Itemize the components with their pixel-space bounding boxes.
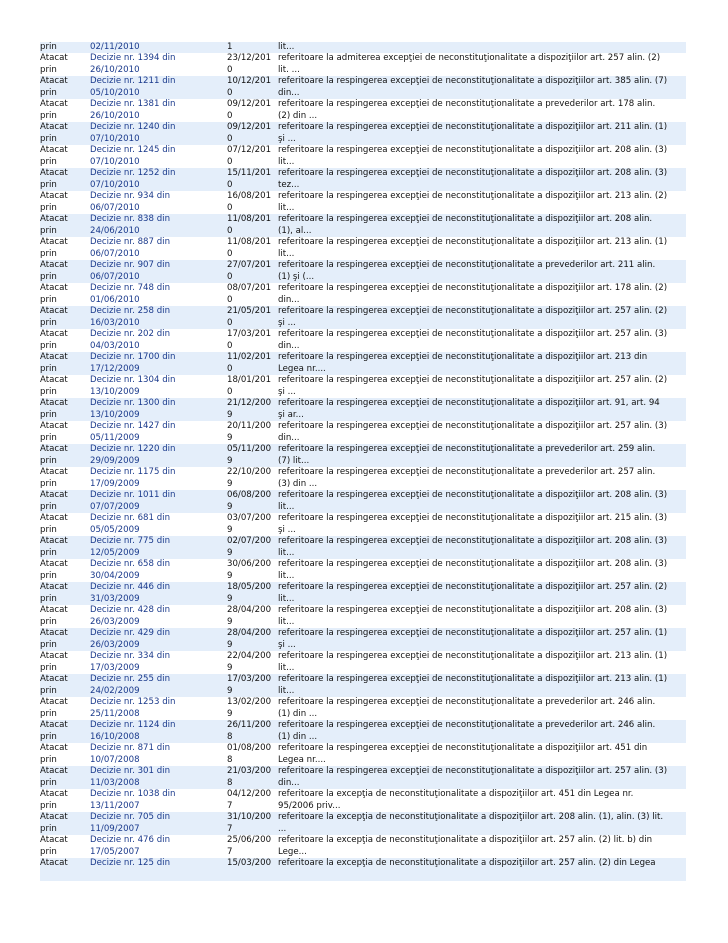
description-cell: referitoare la excepţia de neconstituţionalitate a dispoziţiilor art. 208 alin. (1), alin. (3) lit. ... (278, 812, 664, 834)
status-cell: Atacat prin (40, 789, 68, 811)
decision-link[interactable]: Decizie nr. 1700 din 17/12/2009 (90, 352, 176, 374)
description-cell: referitoare la respingerea excepţiei de neconstituţionalitate a prevederilor art. 178 alin. (2) din ... (278, 99, 656, 121)
description-cell: referitoare la respingerea excepţiei de neconstituţionalitate a dispoziţiilor art. 385 alin. (7) din... (278, 76, 668, 98)
status-cell: Atacat prin (40, 145, 68, 167)
status-cell: Atacat prin (40, 812, 68, 834)
decision-link[interactable]: Decizie nr. 1011 din 07/07/2009 (90, 490, 176, 512)
publication-date-cell: 10/12/201 0 (227, 76, 272, 98)
table-row (40, 536, 686, 559)
table-row (40, 812, 686, 835)
description-cell: referitoare la respingerea excepţiei de neconstituţionalitate a dispoziţiilor art. 213 alin. (1) lit... (278, 674, 668, 696)
status-cell: Atacat prin (40, 444, 68, 466)
decision-link[interactable]: Decizie nr. 446 din 31/03/2009 (90, 582, 171, 604)
status-cell: Atacat prin (40, 191, 68, 213)
status-cell: Atacat prin (40, 720, 68, 742)
table-row (40, 835, 686, 858)
description-cell: referitoare la excepţia de neconstituţionalitate a dispoziţiilor art. 257 alin. (2) din Legea (278, 858, 656, 868)
description-cell: referitoare la respingerea excepţiei de neconstituţionalitate a dispoziţiilor art. 451 din Legea nr.... (278, 743, 648, 765)
description-cell: referitoare la admiterea excepţiei de neconstituţionalitate a dispoziţiilor art. 257 alin. (2) lit. ... (278, 53, 661, 75)
publication-date-cell: 09/12/201 0 (227, 122, 272, 144)
description-cell: referitoare la respingerea excepţiei de neconstituţionalitate a prevederilor art. 257 alin. (3) din ... (278, 467, 656, 489)
table-row (40, 352, 686, 375)
table-row (40, 53, 686, 76)
table-row (40, 490, 686, 513)
decision-link[interactable]: Decizie nr. 1175 din 17/09/2009 (90, 467, 176, 489)
table-row (40, 283, 686, 306)
status-cell: Atacat prin (40, 375, 68, 397)
table-row (40, 214, 686, 237)
status-cell: Atacat (40, 858, 68, 868)
table-row (40, 697, 686, 720)
description-cell: referitoare la respingerea excepţiei de neconstituţionalitate a dispoziţiilor art. 213 din Legea nr.... (278, 352, 648, 374)
table-row (40, 582, 686, 605)
status-cell: Atacat prin (40, 536, 68, 558)
status-cell: Atacat prin (40, 237, 68, 259)
description-cell: referitoare la respingerea excepţiei de neconstituţionalitate a dispoziţiilor art. 211 alin. (1) şi ... (278, 122, 668, 144)
publication-date-cell: 22/04/200 9 (227, 651, 272, 673)
description-cell: referitoare la respingerea excepţiei de neconstituţionalitate a dispoziţiilor art. 91, art. 94 şi ar... (278, 398, 660, 420)
decision-link[interactable]: Decizie nr. 1038 din 13/11/2007 (90, 789, 176, 811)
description-cell: referitoare la excepţia de neconstituţionalitate a dispoziţiilor art. 451 din Legea nr. 95/2006 priv... (278, 789, 634, 811)
decision-link[interactable]: Decizie nr. 1211 din 05/10/2010 (90, 76, 176, 98)
description-cell: referitoare la excepţia de neconstituţionalitate a dispoziţiilor art. 257 alin. (2) lit. b) din Lege... (278, 835, 653, 857)
description-cell: referitoare la respingerea excepţiei de neconstituţionalitate a dispoziţiilor art. 208 alin. (3) lit... (278, 490, 668, 512)
description-cell: referitoare la respingerea excepţiei de neconstituţionalitate a prevederilor art. 246 alin. (1) din ... (278, 697, 656, 719)
publication-date-cell: 20/11/200 9 (227, 421, 272, 443)
status-cell: Atacat prin (40, 99, 68, 121)
status-cell: Atacat prin (40, 76, 68, 98)
table-row (40, 76, 686, 99)
status-cell: Atacat prin (40, 53, 68, 75)
publication-date-cell: 17/03/200 9 (227, 674, 272, 696)
publication-date-cell: 04/12/200 7 (227, 789, 272, 811)
decision-link[interactable]: Decizie nr. 887 din 06/07/2010 (90, 237, 171, 259)
status-cell: Atacat prin (40, 421, 68, 443)
decision-link[interactable]: Decizie nr. 1394 din 26/10/2010 (90, 53, 176, 75)
description-cell: referitoare la respingerea excepţiei de neconstituţionalitate a dispoziţiilor art. 208 alin. (3) lit... (278, 605, 668, 627)
description-cell: referitoare la respingerea excepţiei de neconstituţionalitate a dispoziţiilor art. 257 alin. (1) şi ... (278, 628, 668, 650)
description-cell: referitoare la respingerea excepţiei de neconstituţionalitate a dispoziţiilor art. 178 alin. (2) din... (278, 283, 668, 305)
decision-link[interactable]: Decizie nr. 1245 din 07/10/2010 (90, 145, 176, 167)
decision-link[interactable]: Decizie nr. 681 din 05/05/2009 (90, 513, 171, 535)
publication-date-cell: 05/11/200 9 (227, 444, 272, 466)
description-cell: referitoare la respingerea excepţiei de neconstituţionalitate a dispoziţiilor art. 208 alin. (1), al... (278, 214, 653, 236)
decision-link[interactable]: Decizie nr. 705 din 11/09/2007 (90, 812, 171, 834)
status-cell: Atacat prin (40, 835, 68, 857)
description-cell: referitoare la respingerea excepţiei de neconstituţionalitate a dispoziţiilor art. 215 alin. (3) şi ... (278, 513, 668, 535)
description-cell: referitoare la respingerea excepţiei de neconstituţionalitate a dispoziţiilor art. 257 alin. (3) din... (278, 766, 668, 788)
description-cell: referitoare la respingerea excepţiei de neconstituţionalitate a dispoziţiilor art. 257 alin. (3) din... (278, 329, 668, 351)
publication-date-cell: 08/07/201 0 (227, 283, 272, 305)
publication-date-cell: 26/11/200 8 (227, 720, 272, 742)
decision-link[interactable]: Decizie nr. 934 din 06/07/2010 (90, 191, 171, 213)
status-cell: Atacat prin (40, 260, 68, 282)
decision-link[interactable]: 02/11/2010 (90, 42, 140, 52)
decision-link[interactable]: Decizie nr. 1253 din 25/11/2008 (90, 697, 176, 719)
decision-link[interactable]: Decizie nr. 476 din 17/05/2007 (90, 835, 171, 857)
description-cell: referitoare la respingerea excepţiei de neconstituţionalitate a dispoziţiilor art. 213 alin. (2) lit... (278, 191, 668, 213)
decision-link[interactable]: Decizie nr. 748 din 01/06/2010 (90, 283, 171, 305)
publication-date-cell: 31/10/200 7 (227, 812, 272, 834)
status-cell: Atacat prin (40, 651, 68, 673)
description-cell: referitoare la respingerea excepţiei de neconstituţionalitate a prevederilor art. 211 alin. (1) şi (... (278, 260, 656, 282)
decision-link[interactable]: Decizie nr. 1427 din 05/11/2009 (90, 421, 176, 443)
publication-date-cell: 03/07/200 9 (227, 513, 272, 535)
status-cell: Atacat prin (40, 122, 68, 144)
publication-date-cell: 18/05/200 9 (227, 582, 272, 604)
status-cell: Atacat prin (40, 582, 68, 604)
description-cell: referitoare la respingerea excepţiei de neconstituţionalitate a dispoziţiilor art. 208 alin. (3) lit... (278, 559, 668, 581)
table-row (40, 260, 686, 283)
status-cell: Atacat prin (40, 605, 68, 627)
description-cell: referitoare la respingerea excepţiei de neconstituţionalitate a dispoziţiilor art. 208 alin. (3) lit... (278, 145, 668, 167)
description-cell: referitoare la respingerea excepţiei de neconstituţionalitate a dispoziţiilor art. 257 alin. (2) şi ... (278, 375, 668, 397)
status-cell: Atacat prin (40, 168, 68, 190)
decision-link[interactable]: Decizie nr. 1252 din 07/10/2010 (90, 168, 176, 190)
decision-link[interactable]: Decizie nr. 1300 din 13/10/2009 (90, 398, 176, 420)
decision-link[interactable]: Decizie nr. 775 din 12/05/2009 (90, 536, 171, 558)
description-cell: referitoare la respingerea excepţiei de neconstituţionalitate a dispoziţiilor art. 257 alin. (3) din... (278, 421, 668, 443)
description-cell: referitoare la respingerea excepţiei de neconstituţionalitate a dispoziţiilor art. 208 alin. (3) lit... (278, 536, 668, 558)
decision-link[interactable]: Decizie nr. 871 din 10/07/2008 (90, 743, 171, 765)
status-cell: Atacat prin (40, 513, 68, 535)
description-cell: referitoare la respingerea excepţiei de neconstituţionalitate a dispoziţiilor art. 213 alin. (1) lit... (278, 651, 668, 673)
table-row (40, 306, 686, 329)
publication-date-cell: 13/02/200 9 (227, 697, 272, 719)
description-cell: referitoare la respingerea excepţiei de neconstituţionalitate a dispoziţiilor art. 257 alin. (2) şi ... (278, 306, 668, 328)
publication-date-cell: 01/08/200 8 (227, 743, 272, 765)
publication-date-cell: 11/02/201 0 (227, 352, 272, 374)
table-row (40, 559, 686, 582)
table-row (40, 421, 686, 444)
description-cell: referitoare la respingerea excepţiei de neconstituţionalitate a dispoziţiilor art. 213 alin. (1) lit... (278, 237, 668, 259)
publication-date-cell: 11/08/201 0 (227, 237, 272, 259)
decision-link[interactable]: Decizie nr. 658 din 30/04/2009 (90, 559, 171, 581)
decision-link[interactable]: Decizie nr. 429 din 26/03/2009 (90, 628, 171, 650)
decision-link[interactable]: Decizie nr. 907 din 06/07/2010 (90, 260, 171, 282)
table-row (40, 720, 686, 743)
table-row (40, 99, 686, 122)
publication-date-cell: 22/10/200 9 (227, 467, 272, 489)
status-cell: Atacat prin (40, 559, 68, 581)
description-cell: referitoare la respingerea excepţiei de neconstituţionalitate a dispoziţiilor art. 257 alin. (2) lit... (278, 582, 668, 604)
publication-date-cell: 23/12/201 0 (227, 53, 272, 75)
status-cell: prin (40, 42, 57, 52)
publication-date-cell: 21/05/201 0 (227, 306, 272, 328)
status-cell: Atacat prin (40, 490, 68, 512)
status-cell: Atacat prin (40, 398, 68, 420)
table-row (40, 605, 686, 628)
table-row (40, 513, 686, 536)
publication-date-cell: 06/08/200 9 (227, 490, 272, 512)
table-row (40, 42, 686, 53)
publication-date-cell: 16/08/201 0 (227, 191, 272, 213)
publication-date-cell: 1 (227, 42, 233, 52)
table-row (40, 858, 686, 881)
publication-date-cell: 15/03/200 (227, 858, 272, 868)
table-row (40, 375, 686, 398)
table-body (40, 53, 686, 881)
status-cell: Atacat prin (40, 329, 68, 351)
status-cell: Atacat prin (40, 766, 68, 788)
table-row (40, 628, 686, 651)
decision-link[interactable]: Decizie nr. 1304 din 13/10/2009 (90, 375, 176, 397)
publication-date-cell: 30/06/200 9 (227, 559, 272, 581)
status-cell: Atacat prin (40, 283, 68, 305)
status-cell: Atacat prin (40, 674, 68, 696)
table-row (40, 651, 686, 674)
publication-date-cell: 21/03/200 8 (227, 766, 272, 788)
decision-link[interactable]: Decizie nr. 258 din 16/03/2010 (90, 306, 171, 328)
status-cell: Atacat prin (40, 214, 68, 236)
publication-date-cell: 18/01/201 0 (227, 375, 272, 397)
publication-date-cell: 21/12/200 9 (227, 398, 272, 420)
table-row (40, 145, 686, 168)
decision-link[interactable]: Decizie nr. 334 din 17/03/2009 (90, 651, 171, 673)
table-row (40, 237, 686, 260)
publication-date-cell: 09/12/201 0 (227, 99, 272, 121)
publication-date-cell: 25/06/200 7 (227, 835, 272, 857)
status-cell: Atacat prin (40, 352, 68, 374)
decision-link[interactable]: Decizie nr. 125 din (90, 858, 171, 868)
decision-link[interactable]: Decizie nr. 838 din 24/06/2010 (90, 214, 171, 236)
table-row (40, 674, 686, 697)
decision-link[interactable]: Decizie nr. 1124 din 16/10/2008 (90, 720, 176, 742)
publication-date-cell: 28/04/200 9 (227, 628, 272, 650)
publication-date-cell: 28/04/200 9 (227, 605, 272, 627)
publication-date-cell: 02/07/200 9 (227, 536, 272, 558)
table-row (40, 789, 686, 812)
publication-date-cell: 15/11/201 0 (227, 168, 272, 190)
description-cell: referitoare la respingerea excepţiei de neconstituţionalitate a dispoziţiilor art. 208 alin. (3) tez... (278, 168, 668, 190)
table-row (40, 467, 686, 490)
table-row (40, 168, 686, 191)
table-row (40, 122, 686, 145)
status-cell: Atacat prin (40, 743, 68, 765)
publication-date-cell: 11/08/201 0 (227, 214, 272, 236)
description-cell: referitoare la respingerea excepţiei de neconstituţionalitate a prevederilor art. 246 alin. (1) din ... (278, 720, 656, 742)
table-row (40, 398, 686, 421)
table-row (40, 191, 686, 214)
decision-link[interactable]: Decizie nr. 428 din 26/03/2009 (90, 605, 171, 627)
decision-link[interactable]: Decizie nr. 1381 din 26/10/2010 (90, 99, 176, 121)
decisions-table (40, 42, 686, 881)
decision-link[interactable]: Decizie nr. 202 din 04/03/2010 (90, 329, 171, 351)
decision-link[interactable]: Decizie nr. 1220 din 29/09/2009 (90, 444, 176, 466)
publication-date-cell: 07/12/201 0 (227, 145, 272, 167)
description-cell: referitoare la respingerea excepţiei de neconstituţionalitate a prevederilor art. 259 alin. (7) lit... (278, 444, 656, 466)
description-cell: lit... (278, 42, 295, 52)
table-row (40, 743, 686, 766)
decision-link[interactable]: Decizie nr. 255 din 24/02/2009 (90, 674, 171, 696)
decision-link[interactable]: Decizie nr. 301 din 11/03/2008 (90, 766, 171, 788)
status-cell: Atacat prin (40, 467, 68, 489)
status-cell: Atacat prin (40, 697, 68, 719)
table-row (40, 766, 686, 789)
table-row (40, 329, 686, 352)
status-cell: Atacat prin (40, 628, 68, 650)
publication-date-cell: 27/07/201 0 (227, 260, 272, 282)
decision-link[interactable]: Decizie nr. 1240 din 07/10/2010 (90, 122, 176, 144)
status-cell: Atacat prin (40, 306, 68, 328)
table-row (40, 444, 686, 467)
publication-date-cell: 17/03/201 0 (227, 329, 272, 351)
